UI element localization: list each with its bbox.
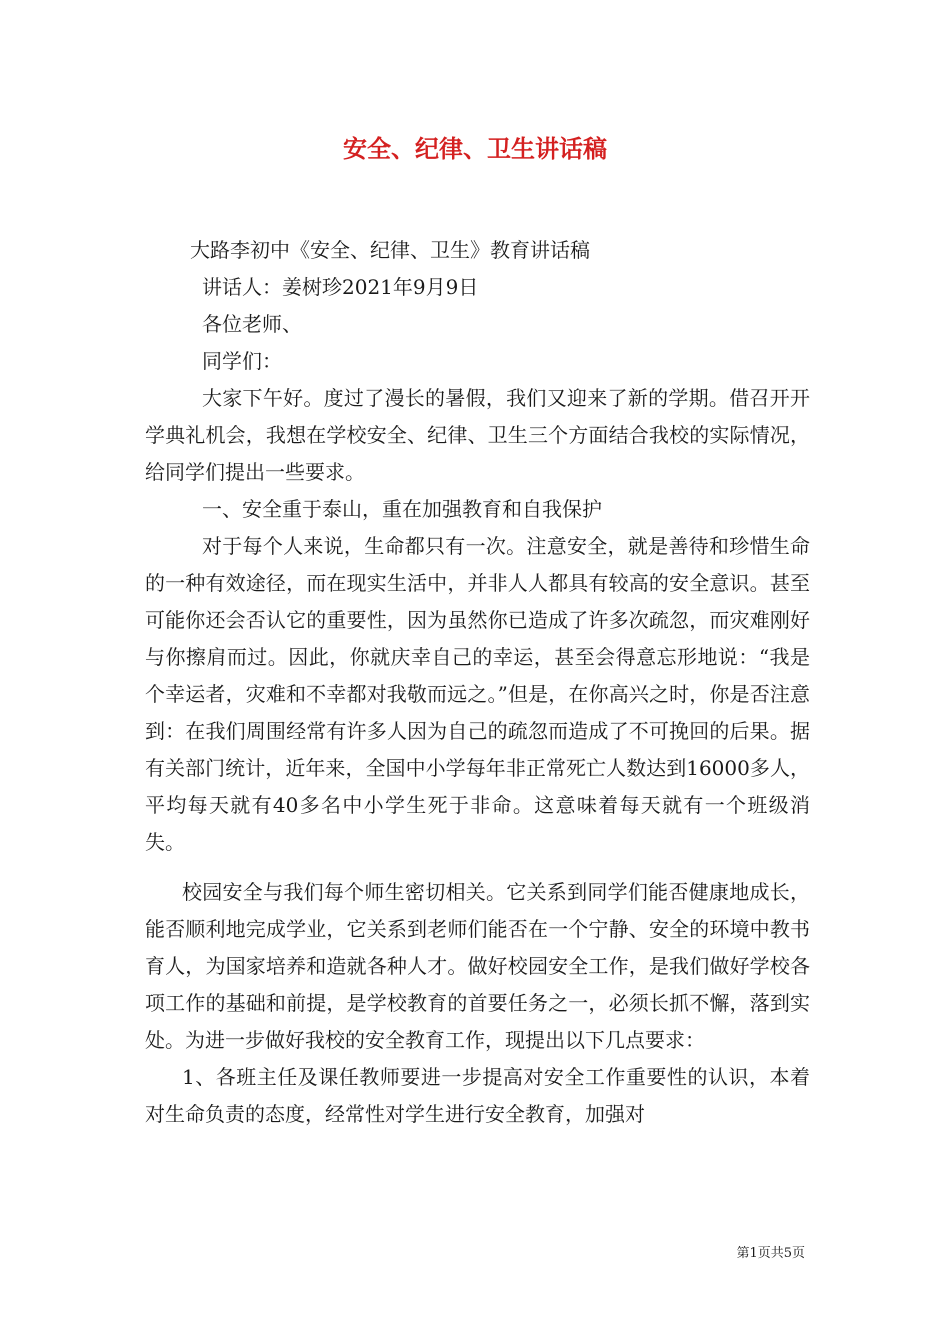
section-heading-safety: 一、安全重于泰山，重在加强教育和自我保护 bbox=[202, 497, 602, 521]
salutation-teachers: 各位老师、 bbox=[202, 312, 302, 336]
paragraph-requirement-1: 1、各班主任及课任教师要进一步提高对安全工作重要性的认识，本着对生命负责的态度，经常性对学生进行安全教育，加强对 bbox=[145, 1065, 810, 1126]
paragraph-safety: 对于每个人来说，生命都只有一次。注意安全，就是善待和珍惜生命的一种有效途径，而在现实生活中，并非人人都具有较高的安全意识。甚至可能你还会否认它的重要性，因为虽然你已造成了许多次疏忽，而灾难刚好与你擦肩而过。因此，你就庆幸自己的幸运，甚至会得意忘形地说：“我是个幸运者，灾难和不幸都对我敬而远之。”但是，在你高兴之时，你是否注意到：在我们周围经常有许多人因为自己的疏忽而造成了不可挽回的后果。据有关部门统计，近年来，全国中小学每年非正常死亡人数达到16000多人，平均每天就有40多名中小学生死于非命。这意味着每天就有一个班级消失。 bbox=[145, 534, 810, 854]
paragraph-greeting: 大家下午好。度过了漫长的暑假，我们又迎来了新的学期。借召开开学典礼机会，我想在学校安全、纪律、卫生三个方面结合我校的实际情况，给同学们提出一些要求。 bbox=[145, 386, 810, 484]
heading-line: 大路李初中《安全、纪律、卫生》教育讲话稿 bbox=[190, 238, 590, 262]
document-title: 安全、纪律、卫生讲话稿 bbox=[343, 134, 607, 163]
paragraph-campus-safety: 校园安全与我们每个师生密切相关。它关系到同学们能否健康地成长，能否顺利地完成学业，它关系到老师们能否在一个宁静、安全的环境中教书育人，为国家培养和造就各种人才。做好校园安全工作，是我们做好学校各项工作的基础和前提，是学校教育的首要任务之一，必须长抓不懈，落到实处。为进一步做好我校的安全教育工作，现提出以下几点要求： bbox=[145, 880, 810, 1052]
salutation-students: 同学们： bbox=[202, 349, 282, 373]
document-body bbox=[145, 232, 810, 1133]
speaker-line: 讲话人：姜树珍2021年9月9日 bbox=[202, 275, 479, 299]
page-number: 第1页共5页 bbox=[736, 1246, 805, 1261]
